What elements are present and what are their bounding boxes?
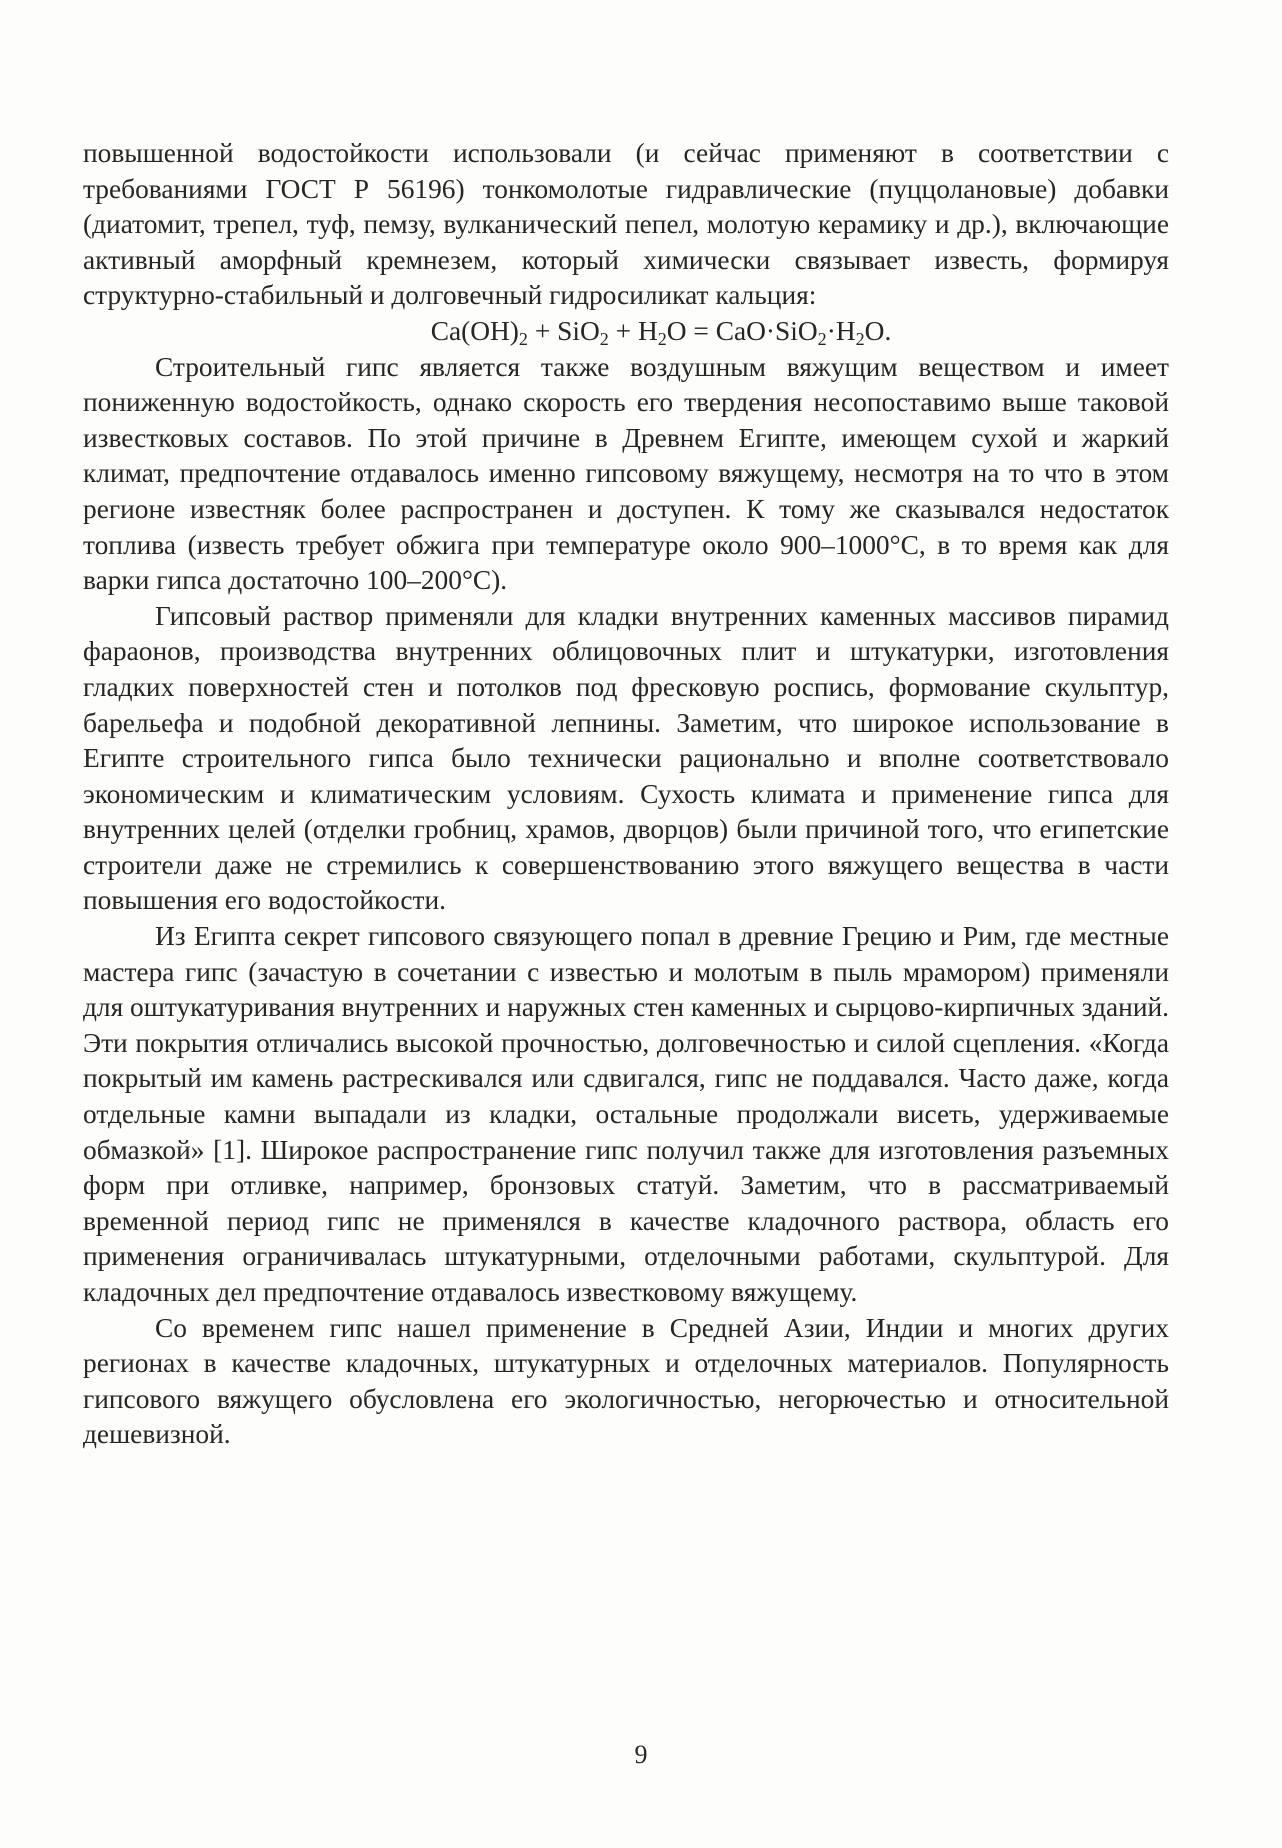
formula-subscript: 2 bbox=[657, 329, 667, 350]
formula-part: O. bbox=[864, 315, 892, 346]
formula-subscript: 2 bbox=[817, 329, 827, 350]
formula-part: O = CaO·SiO bbox=[666, 315, 818, 346]
paragraph: повышенной водостойкости использовали (и сейчас применяют в соответствии с требованиями ГОСТ Р 56196) тонкомолотые гидравлические (пуццолановые) добавки (диатомит, трепел, туф, пемзу, вулканический пепел, молотую керамику и др.), включающие активный аморфный кремнезем, который химически связывает известь, формируя структурно-стабильный и долговечный гидросиликат кальция: bbox=[83, 138, 1169, 311]
formula-subscript: 2 bbox=[855, 329, 865, 350]
body-text bbox=[83, 136, 1169, 1453]
paragraph: Гипсовый раствор применяли для кладки внутренних каменных массивов пирамид фараонов, производства внутренних облицовочных плит и штукатурки, изготовления гладких поверхностей стен и потолков под фресковую роспись, формование скульптур, барельефа и подобной декоративной лепнины. Заметим, что широкое использование в Египте строительного гипса было технически рационально и вполне соответствовало экономическим и климатическим условиям. Сухость климата и применение гипса для внутренних целей (отделки гробниц, храмов, дворцов) были причиной того, что египетские строители даже не стремились к совершенствованию этого вяжущего вещества в части повышения его водостойкости. bbox=[83, 600, 1169, 916]
formula-part: + SiO bbox=[527, 315, 600, 346]
formula-part: ·H bbox=[826, 315, 856, 346]
formula-part: + H bbox=[608, 315, 658, 346]
chemical-formula bbox=[83, 314, 1169, 350]
page-number: 9 bbox=[634, 1740, 648, 1769]
paragraph: Со временем гипс нашел применение в Средней Азии, Индии и многих других регионах в качестве кладочных, штукатурных и отделочных материалов. Популярность гипсового вяжущего обусловлена его экологичностью, негорючестью и относительной дешевизной. bbox=[83, 1312, 1169, 1450]
paragraph: Из Египта секрет гипсового связующего попал в древние Грецию и Рим, где местные мастера гипс (зачастую в сочетании с известью и молотым в пыль мрамором) применяли для оштукатуривания внутренних и наружных стен каменных и сырцово-кирпичных зданий. Эти покрытия отличались высокой прочностью, долговечностью и силой сцепления. «Когда покрытый им камень растрескивался или сдвигался, гипс не поддавался. Часто даже, когда отдельные камни выпадали из кладки, остальные продолжали висеть, удерживаемые обмазкой» [1]. Широкое распространение гипс получил также для изготовления разъемных форм при отливке, например, бронзовых статуй. Заметим, что в рассматриваемый временной период гипс не применялся в качестве кладочного раствора, область его применения ограничивалась штукатурными, отделочными работами, скульптурой. Для кладочных дел предпочтение отдавалось известковому вяжущему. bbox=[83, 921, 1169, 1307]
formula-part: Ca(OH) bbox=[430, 315, 519, 346]
formula-subscript: 2 bbox=[518, 329, 528, 350]
formula-subscript: 2 bbox=[599, 329, 609, 350]
paragraph: Строительный гипс является также воздушным вяжущим веществом и имеет пониженную водостойкость, однако скорость его твердения несопоставимо выше таковой известковых составов. По этой причине в Древнем Египте, имеющем сухой и жаркий климат, предпочтение отдавалось именно гипсовому вяжущему, несмотря на то что в этом регионе известняк более распространен и доступен. К тому же сказывался недостаток топлива (известь требует обжига при температуре около 900–1000°С, в то время как для варки гипса достаточно 100–200°С). bbox=[83, 351, 1169, 596]
